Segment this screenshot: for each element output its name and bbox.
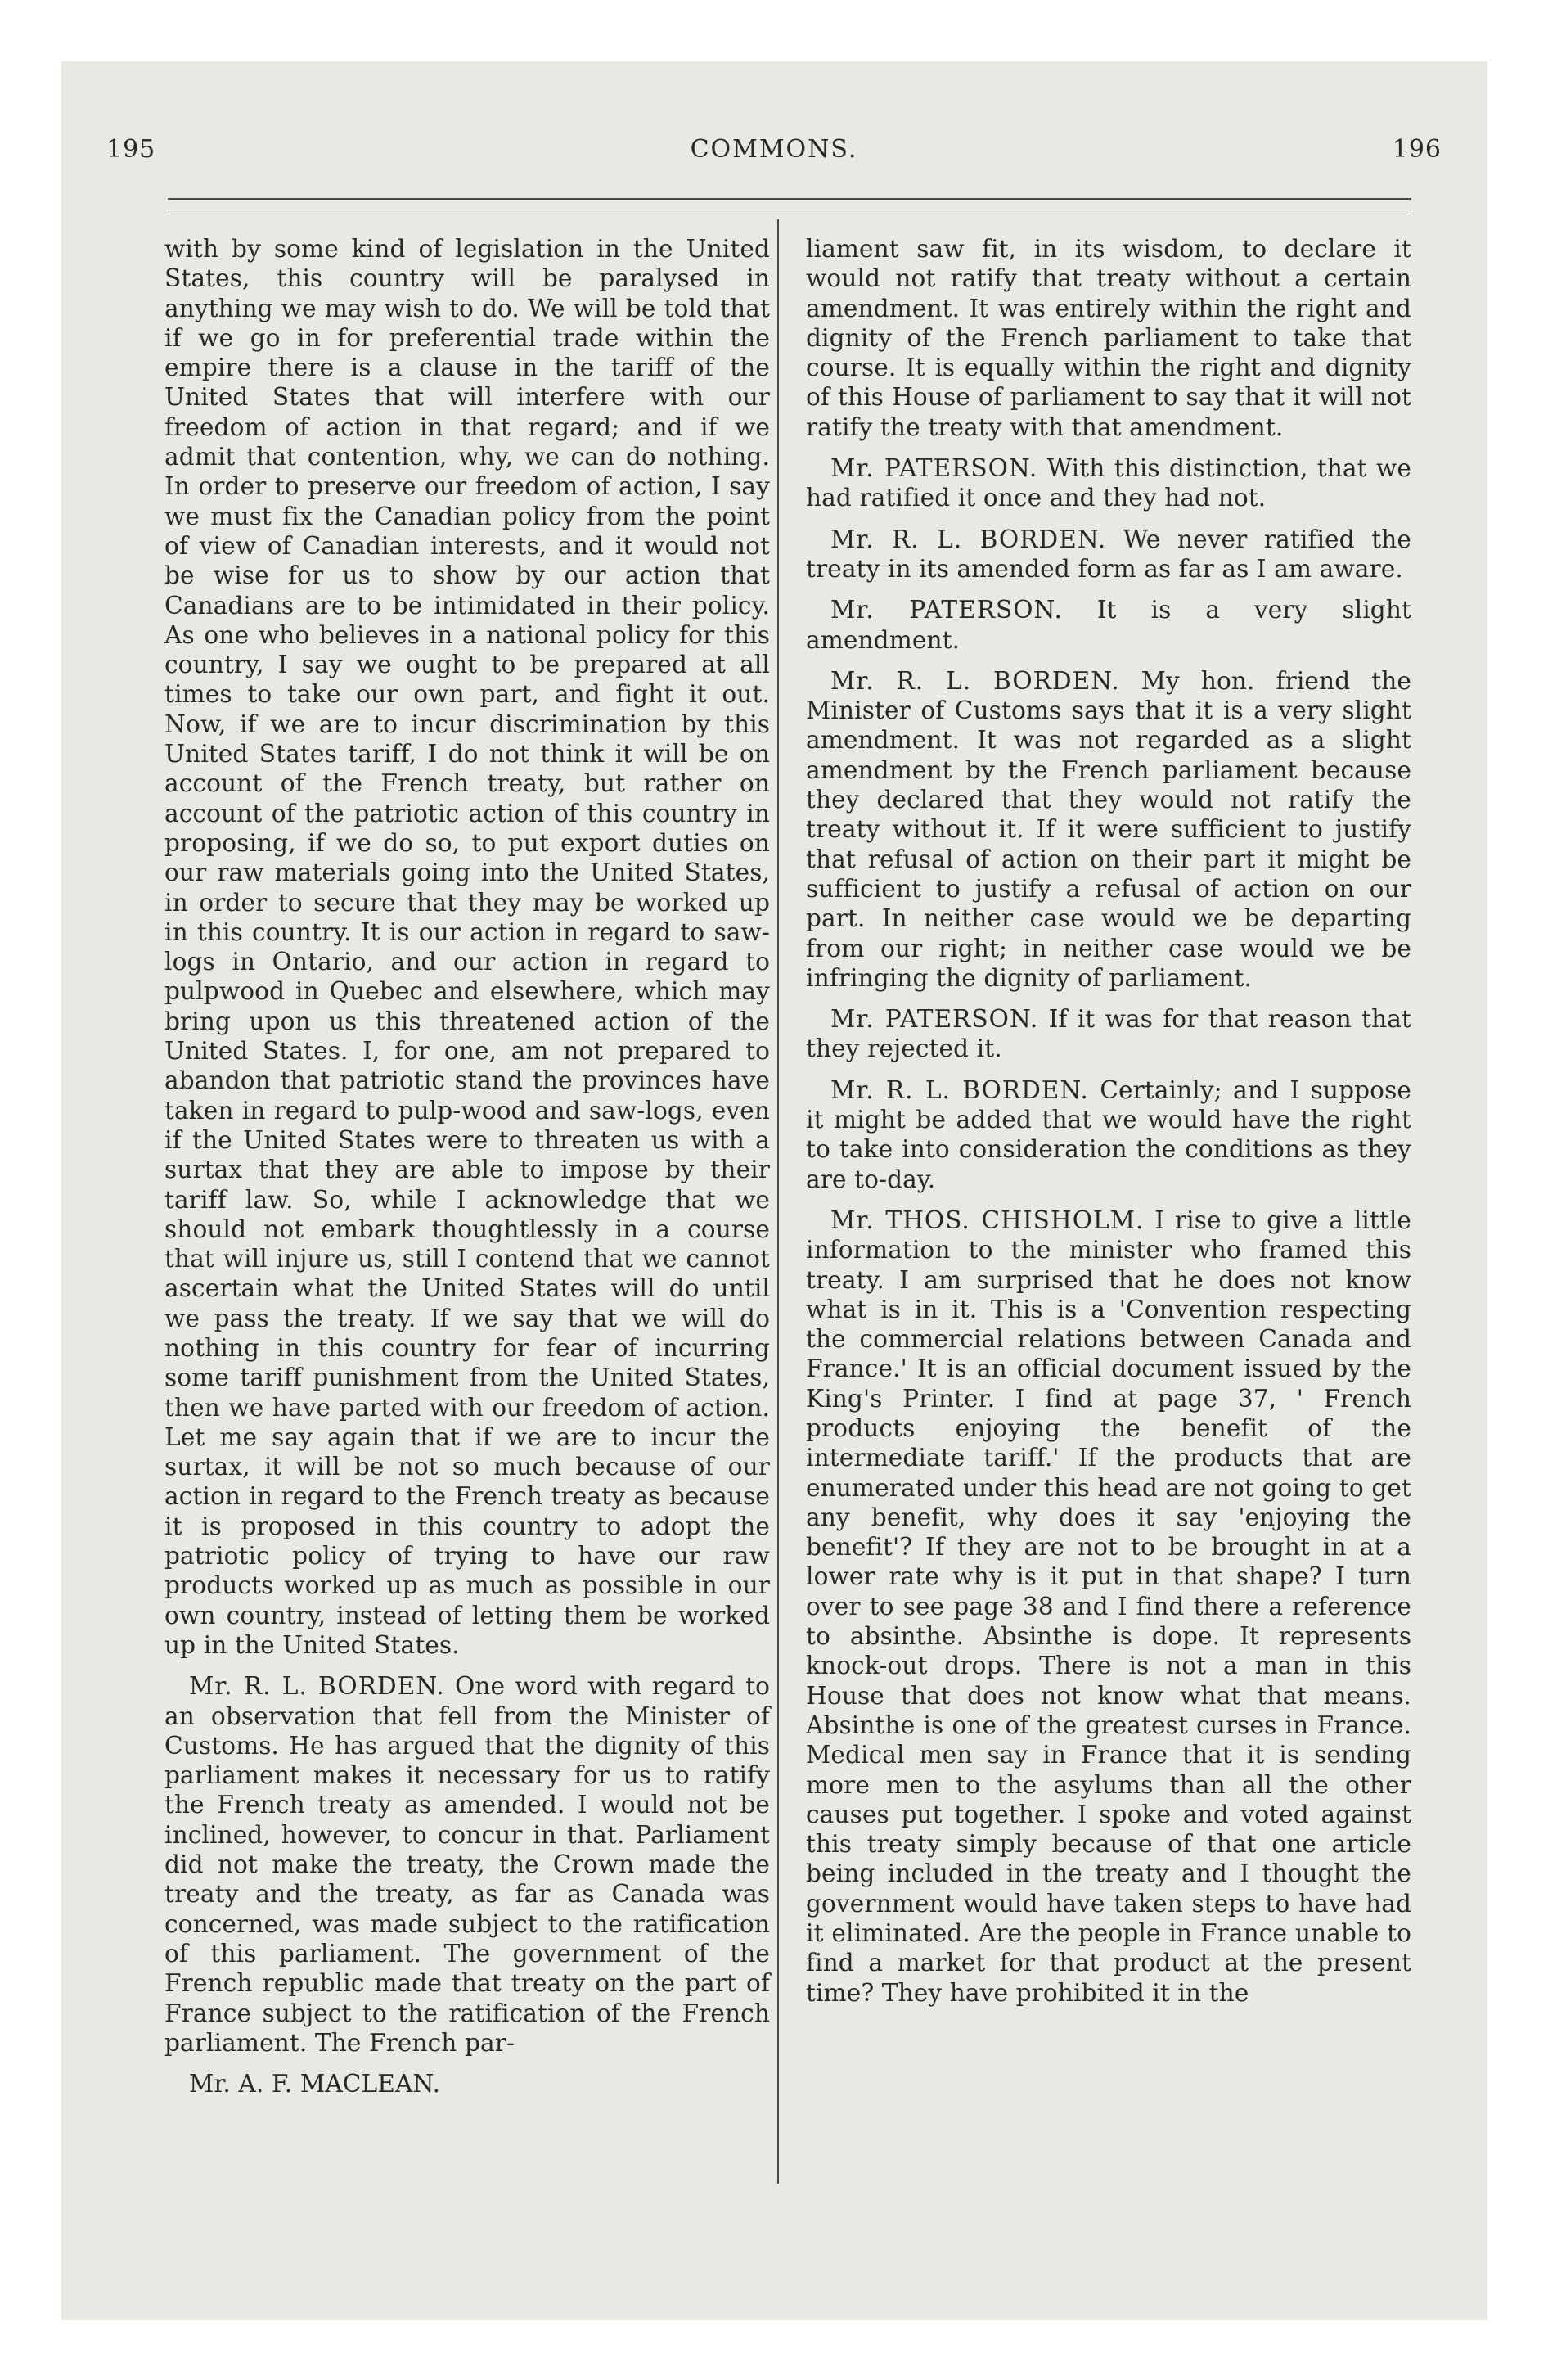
speaker-name: Mr. R. L. BORDEN. — [830, 1075, 1089, 1104]
column-divider — [777, 219, 779, 2184]
page-number-left: 195 — [106, 135, 156, 164]
speech-text: One word with regard to an observation that fell from the Minister of Customs. He has argued that the dignity of this parliament makes it necessary for us to ratify the French treaty as amended. I would not be inclined, however, to concur in that. Parliament did not make the treaty, the Crown made the treaty and the treaty, as far as Canada was concerned, was made subject to the ratification of this parliament. The government of the French republic made that treaty on the part of France subject to the ratification of the French parliament. The French par- — [164, 1672, 770, 2057]
speech-text: It is a very slight amendment. — [806, 596, 1411, 654]
speech-text: Certainly; and I suppose it might be added that we would have the right to take into consideration the conditions as they are to-day. — [806, 1075, 1411, 1193]
speech-paragraph — [164, 1671, 770, 2058]
speaker-name: Mr. THOS. CHISHOLM. — [830, 1206, 1145, 1234]
speech-paragraph — [806, 1075, 1411, 1194]
page-footer-speaker: Mr. A. F. MACLEAN. — [189, 2070, 441, 2098]
speech-paragraph — [806, 525, 1411, 584]
speaker-name: Mr. PATERSON. — [830, 596, 1063, 624]
right-column — [806, 234, 1411, 2019]
left-column — [164, 234, 770, 2110]
running-title: COMMONS. — [690, 135, 858, 164]
speech-paragraph — [806, 1004, 1411, 1064]
page-number-right: 196 — [1392, 135, 1442, 164]
speech-paragraph — [806, 595, 1411, 655]
header-rule — [168, 198, 1411, 200]
speaker-name: Mr. R. L. BORDEN. — [189, 1672, 445, 1701]
speech-text: With this distinction, that we had ratified it once and they had not. — [806, 454, 1412, 512]
paragraph: liament saw fit, in its wisdom, to declare it would not ratify that treaty without a certain amendment. It was entirely within the right and dignity of the French parliament to take that course. It is equally within the right and dignity of this House of parliament to say that it will not ratify the treaty with that amendment. — [806, 235, 1411, 441]
speech-paragraph — [806, 453, 1411, 513]
speech-text: If it was for that reason that they rejected it. — [806, 1005, 1412, 1063]
speaker-name: Mr. PATERSON. — [830, 1005, 1039, 1034]
speech-paragraph — [806, 1206, 1411, 2008]
speaker-name: Mr. R. L. BORDEN. — [830, 666, 1120, 695]
speaker-name: Mr. PATERSON. — [830, 454, 1038, 483]
speech-paragraph — [806, 666, 1411, 993]
paragraph: with by some kind of legislation in the United States, this country will be paralysed in anything we may wish to do. We will be told that if we go in for preferential trade within the empire there is a clause in the tariff of the United States that will interfere with our freedom of action in that regard; and if we admit that contention, why, we can do nothing. In order to preserve our freedom of action, I say we must fix the Canadian policy from the point of view of Canadian interests, and it would not be wise for us to show by our action that Canadians are to be intimidated in their policy. As one who believes in a national policy for this country, I say we ought to be prepared at all times to take our own part, and fight it out. Now, if we are to incur discrimination by this United States tariff, I do not think it will be on account of the French treaty, but rather on account of the patriotic action of this country in proposing, if we do so, to put export duties on our raw materials going into the United States, in order to secure that they may be worked up in this country. It is our action in regard to saw-logs in Ontario, and our action in regard to pulpwood in Quebec and elsewhere, which may bring upon us this threatened action of the United States. I, for one, am not prepared to abandon that patriotic stand the provinces have taken in regard to pulp-wood and saw-logs, even if the United States were to threaten us with a surtax that they are able to impose by their tariff law. So, while I acknowledge that we should not embark thoughtlessly in a course that will injure us, still I contend that we cannot ascertain what the United States will do until we pass the treaty. If we say that we will do nothing in this country for fear of incurring some tariff punishment from the United States, then we have parted with our freedom of action. Let me say again that if we are to incur the surtax, it will be not so much because of our action in regard to the French treaty as because it is proposed in this country to adopt the patriotic policy of trying to have our raw products worked up as much as possible in our own country, instead of letting them be worked up in the United States. — [164, 235, 770, 1659]
speaker-name: Mr. R. L. BORDEN. — [830, 525, 1107, 553]
speech-text: I rise to give a little information to the minister who framed this treaty. I am surprised that he does not know what is in it. This is a 'Convention respecting the commercial relations between Canada and France.' It is an official document issued by the King's Printer. I find at page 37, ' French products enjoying the benefit of the intermediate tariff.' If the products that are enumerated under this head are not going to get any benefit, why does it say 'enjoying the benefit'? If they are not to be brought in at a lower rate why is it put in that shape? I turn over to see page 38 and I find there a reference to absinthe. Absinthe is dope. It represents knock-out drops. There is not a man in this House that does not know what that means. Absinthe is one of the greatest curses in France. Medical men say in France that it is sending more men to the asylums than all the other causes put together. I spoke and voted against this treaty simply because of that one article being included in the treaty and I thought the government would have taken steps to have had it eliminated. Are the people in France unable to find a market for that product at the present time? They have prohibited it in the — [806, 1206, 1411, 2007]
speech-text: We never ratified the treaty in its amended form as far as I am aware. — [806, 525, 1411, 583]
speech-text: My hon. friend the Minister of Customs says that it is a very slight amendment. It was not regarded as a slight amendment by the French parliament because they declared that they would not ratify the treaty without it. If it were sufficient to justify that refusal of action on their part it might be sufficient to justify a refusal of action on our part. In neither case would we be departing from our right; in neither case would we be infringing the dignity of parliament. — [806, 666, 1411, 992]
